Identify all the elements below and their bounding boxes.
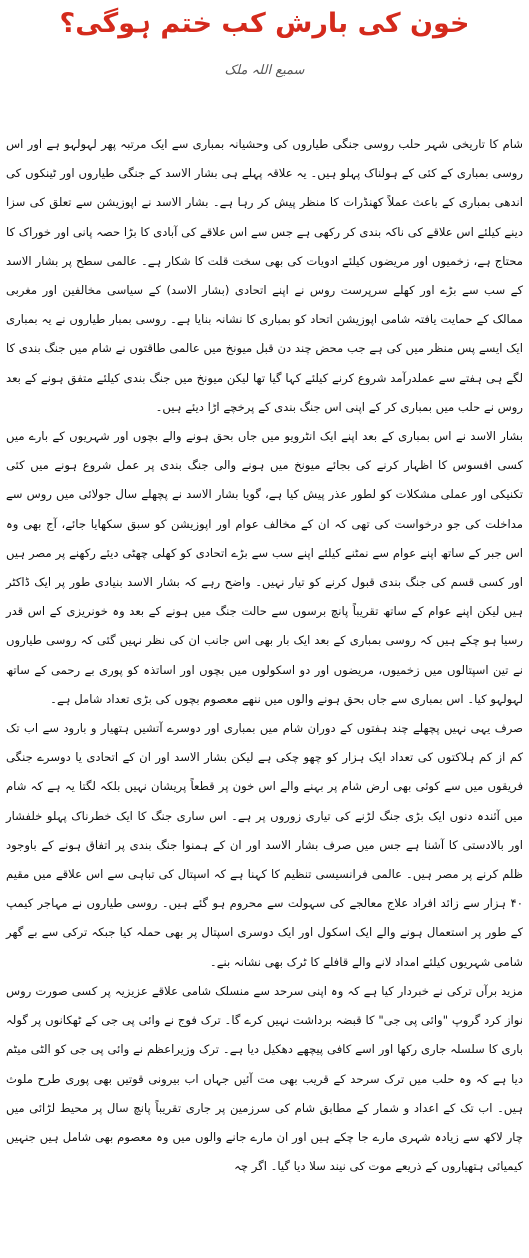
- article-paragraph: شام کا تاریخی شہر حلب روسی جنگی طیاروں کی وحشیانہ بمباری سے ایک مرتبہ پھر لہولہو ہے اور اس روسی بمباری کے کئی کے ہولناک پہلو ہیں۔ یہ علاقہ پہلے ہی بشار الاسد کے جنگی طیاروں اور ٹینکوں کی اندھی بمباری کے باعث عملاً کھنڈرات کا منظر پیش کر رہا ہے۔ بشار الاسد نے اپوزیشن سے تعلق کی سزا دینے کیلئے اس علاقے کی ناکہ بندی کر رکھی ہے جس سے اس علاقے کی آبادی کا بڑا حصہ پانی اور خوراک کا محتاج ہے، زخمیوں اور مریضوں کیلئے ادویات کی بھی سخت قلت کا شکار ہے۔ عالمی سطح پر بشار الاسد کے سب سے بڑے اور کھلے سرپرست روس نے اپنے اتحادی (بشار الاسد) کے سیاسی مخالفین اور مغربی ممالک کے حمایت یافتہ شامی اپوزیشن اتحاد کو بمباری کا نشانہ بنایا ہے۔ روسی بمبار طیاروں نے یہ بمباری ایک ایسے پس منظر میں کی ہے جب محض چند دن قبل میونخ میں عالمی طاقتوں نے شام میں جنگ بندی کا لگے ہی ہفتے سے عملدرآمد شروع کرنے کیلئے کہا گیا تھا لیکن میونخ میں جنگ بندی کیلئے متفق ہونے کے بعد روس نے حلب میں بمباری کر کے اپنی اس جنگ بندی کے پرخچے اڑا دیئے ہیں۔: [5, 137, 523, 414]
- article-title: خون کی بارش کب ختم ہوگی؟: [59, 8, 470, 39]
- article-paragraph: بشار الاسد نے اس بمباری کے بعد اپنے ایک انٹرویو میں جاں بحق ہونے والے بچوں اور شہریوں کے بارے میں کسی افسوس کا اظہار کرنے کی بجائے میونخ میں ہونے والی جنگ بندی پر عمل شروع ہونے میں کئی تکنیکی اور عملی مشکلات کو لطور عذر پیش کیا ہے، گویا بشار الاسد نے پچھلے سال جولائی میں روس سے مداخلت کی جو درخواست کی تھی کہ ان کے مخالف عوام اور اپوزیشن کو سبق سکھایا جائے، آج بھی وہ اس جبر کے ساتھ اپنے عوام سے نمٹنے کیلئے اپنے سب سے بڑے اتحادی کو کھلی چھٹی دیئے رکھنے پر مصر ہیں اور کسی قسم کی جنگ بندی قبول کرنے کو تیار نہیں۔ واضح رہے کہ بشار الاسد بنیادی طور پر ایک ڈاکٹر ہیں لیکن اپنے عوام کے ساتھ تقریباً پانچ برسوں سے حالت جنگ میں ہونے کے بعد وہ خونریزی کے اس قدر رسیا ہو چکے ہیں کہ روسی بمباری کے بعد ایک بار بھی اس جانب ان کی نظر نہیں گئی کہ روسی طیاروں نے تین اسپتالوں میں زخمیوں، مریضوں اور دو اسکولوں میں بچوں اور اساتذہ کو پوری بے رحمی کے ساتھ لہولہو کیا۔ اس بمباری سے جاں بحق ہونے والوں میں ننھے معصوم بچوں کی بڑی تعداد شامل ہے۔: [6, 429, 523, 706]
- article-paragraph: مزید برآں ترکی نے خبردار کیا ہے کہ وہ اپنی سرحد سے منسلک شامی علاقے عزیزیہ پر کسی صورت روس نواز کرد گروپ "وائی پی جی" کا قبضہ برداشت نہیں کرے گا۔ ترک فوج نے وائی پی جی کے ٹھکانوں پر گولہ باری کا سلسلہ جاری رکھا اور اسے کافی پیچھے دھکیل دیا ہے۔ ترک وزیراعظم نے وائی پی جی کو الٹی میٹم دیا ہے کہ وہ حلب میں ترک سرحد کے قریب بھی مت آئیں جہاں اب بیرونی قوتیں بھی پوری طرح ملوث ہیں۔ اب تک کے اعداد و شمار کے مطابق شام کی سرزمین پر جاری تقریباً پانچ سال پر محیط لڑائی میں چار لاکھ سے زیادہ شہری مارے جا چکے ہیں اور ان مارے جانے والوں میں وہ معصوم بھی شامل ہیں جنہیں کیمیائی ہتھیاروں کے ذریعے موت کی نیند سلا دیا گیا۔ اگر چہ: [6, 983, 523, 1174]
- article-paragraph: صرف یہی نہیں پچھلے چند ہفتوں کے دوران شام میں بمباری اور دوسرے آتشیں ہتھیار و بارود سے اب تک کم از کم ہلاکتوں کی تعداد ایک ہزار کو چھو چکی ہے لیکن بشار الاسد اور ان کے اتحادی یا دوسرے جنگی فریقوں میں سے کوئی بھی ارض شام پر بہنے والے اس خون پر قطعاً پریشان نہیں بلکہ لگتا یہ ہے کہ شام میں آئندہ دنوں ایک بڑی جنگ لڑنے کی تیاری زوروں پر ہے۔ اس ساری جنگ کا ایک خطرناک پہلو خلفشار اور بالادستی کا آشنا ہے جس میں صرف بشار الاسد اور ان کے ہمنوا جنگ بندی پر اتفاق ہونے کے باوجود ظلم کرنے پر مصر ہیں۔ عالمی فرانسیسی تنظیم کا کہنا ہے کہ اسپتال کی تباہی سے اس علاقے میں مقیم ۴۰ ہزار سے زائد افراد علاج معالجے کی سہولت سے محروم ہو گئے ہیں۔ روسی طیاروں نے مہاجر کیمپ کے طور پر استعمال ہونے والے ایک اسکول اور ایک دوسری اسپتال پر بھی حملہ کیا جبکہ ترکی سے بے گھر شامی شہریوں کیلئے امداد لانے والے قافلے کا ٹرک بھی نشانہ بنے۔: [6, 721, 523, 969]
- author-byline: سمیع اللہ ملک: [224, 63, 305, 78]
- article-body: [6, 130, 523, 1181]
